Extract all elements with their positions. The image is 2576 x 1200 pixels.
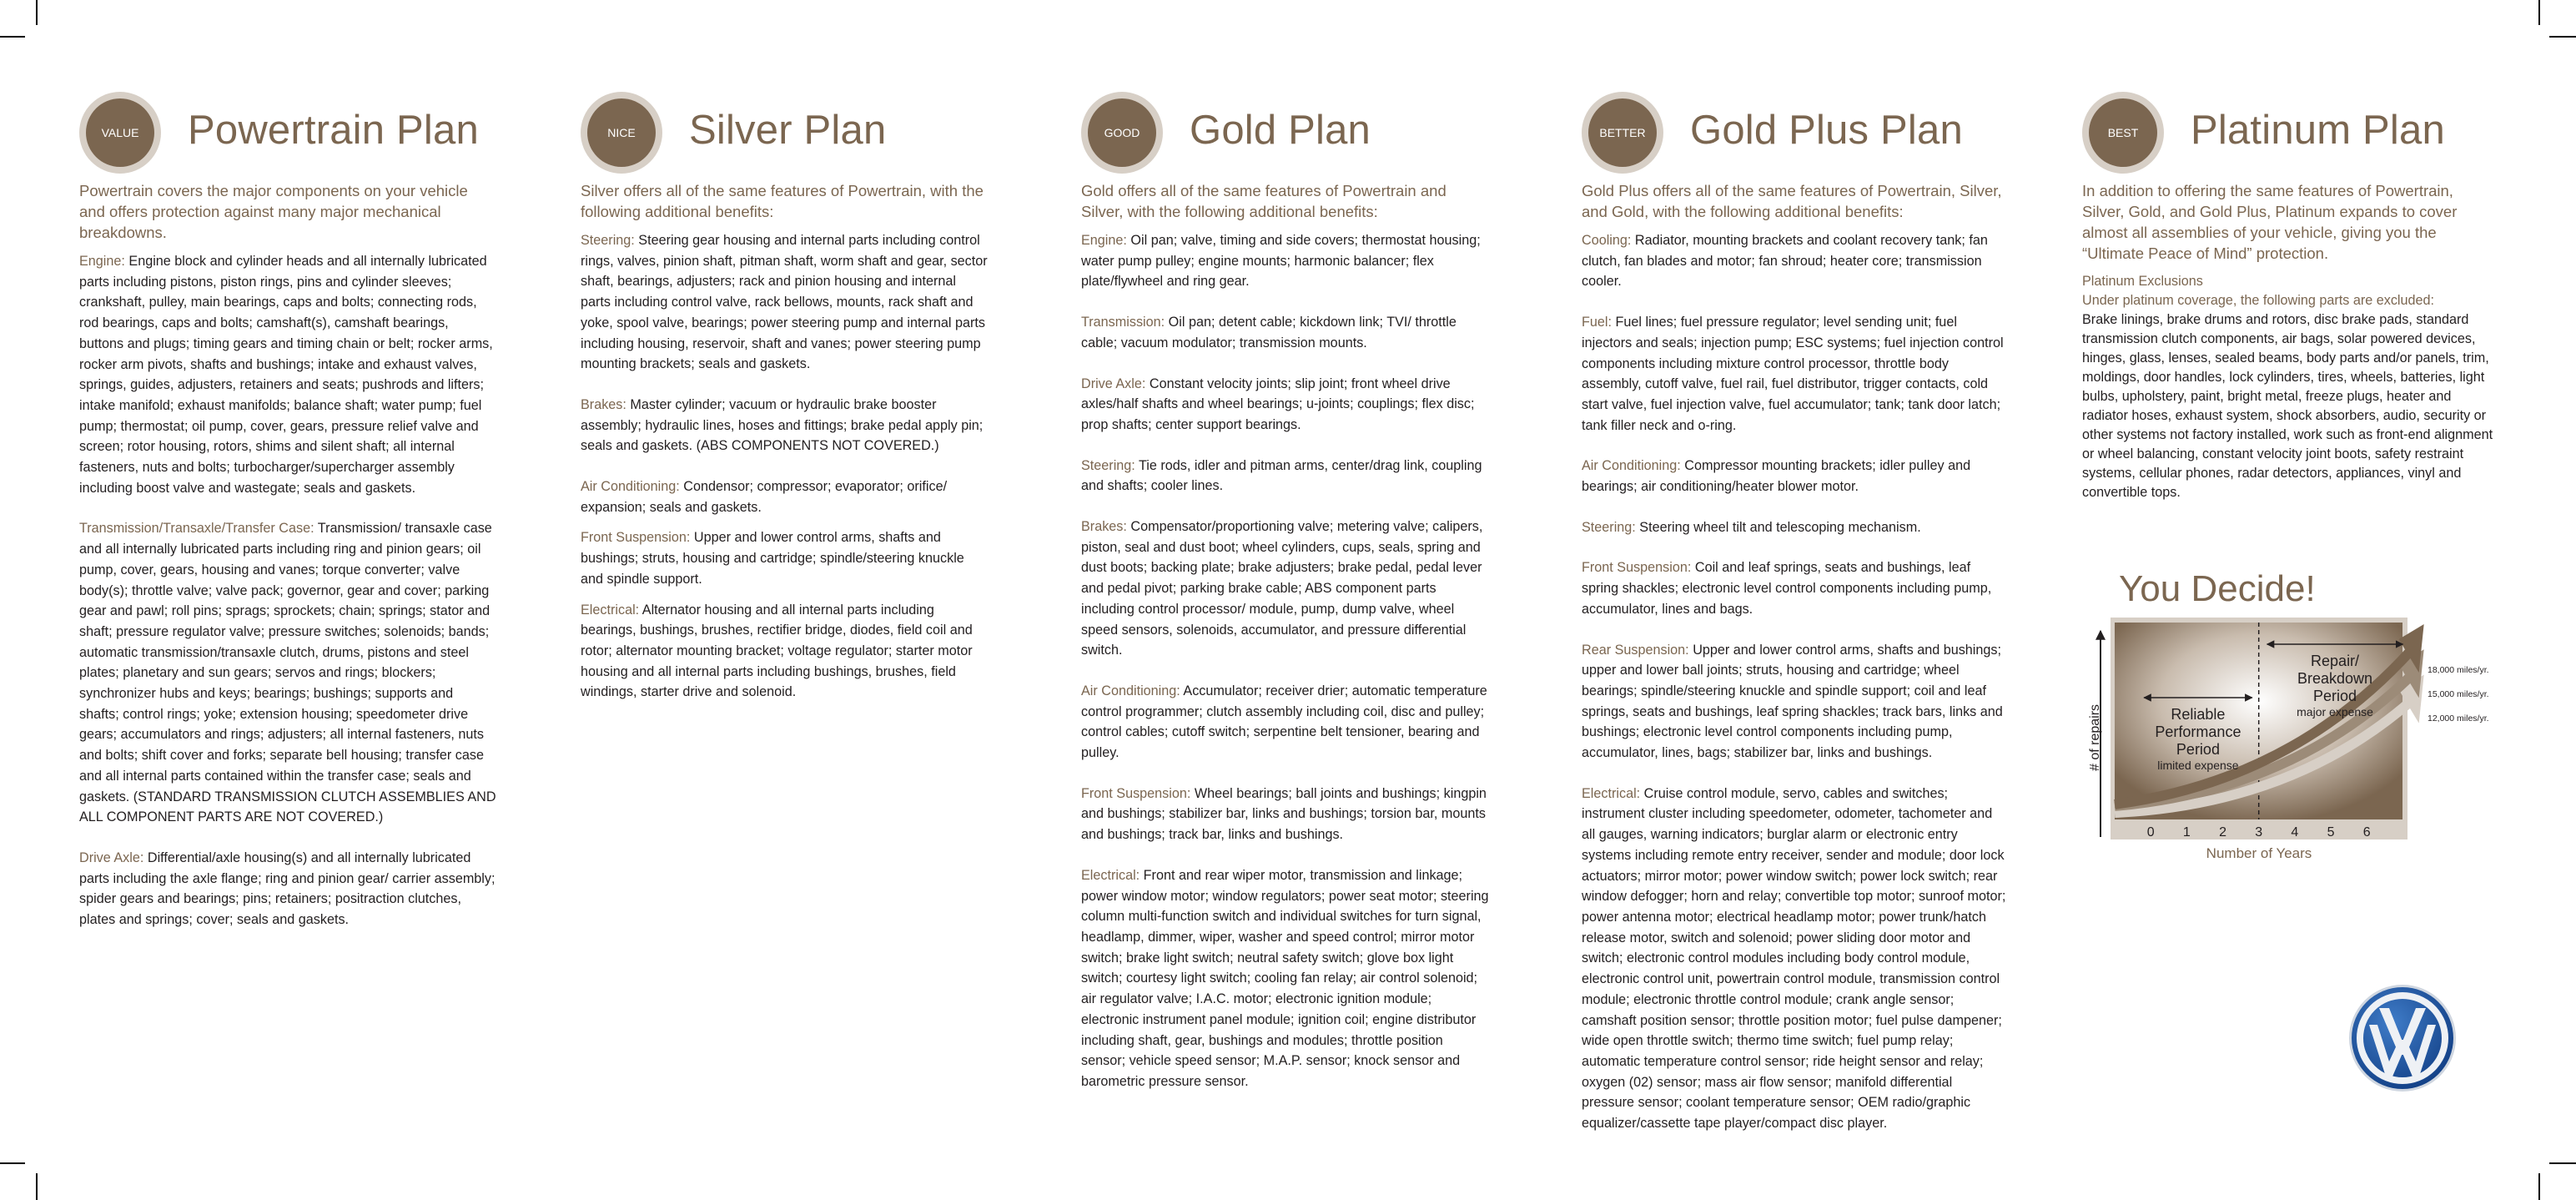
region-note: limited expense [2157,759,2239,772]
coverage-section [1582,517,2007,538]
section-label: Fuel: [1582,315,1612,330]
tier-badge-label: GOOD [1088,98,1156,167]
section-label: Steering: [1582,519,1636,535]
series-label: 18,000 miles/yr. [2428,665,2489,675]
section-text: Steering wheel tilt and telescoping mechanism. [1639,519,1921,535]
section-label: Front Suspension: [1582,560,1692,576]
coverage-section [581,476,989,517]
tier-badge-label: VALUE [86,98,154,167]
section-text: Radiator, mounting brackets and coolant recovery tank; fan clutch, fan blades and motor; fan shroud; heater core; transmission cooler. [1582,233,1988,290]
coverage-section [1582,640,2007,764]
section-text: Transmission/ transaxle case and all internally lubricated parts including ring and pinion gears; oil pump, cover, gears, housing and vanes; torque converter; valve body(s); throttle valve; valve pack; governor, gear and cover; parking gear and pawl; roll pins; sprags; sprockets; chain; springs; stator and shaft; pressure regulator valve; pressure switches; solenoids; bands; automatic transmission/transaxle clutch, drums, pistons and steel plates; planetary and sun gears; servos and rings; blockers; synchronizer hubs and keys; bearings; bushings; supports and shafts; control rings; yoke; extension housing; speedometer drive gears; accumulators and rings; adjusters; all internal fasteners, nuts and bolts; shift cover and forks; separate bell housing; transfer case and all internal parts contained within the transfer case; seals and gaskets. (STANDARD TRANSMISSION CLUTCH ASSEMBLIES AND ALL COMPONENT PARTS ARE NOT COVERED.) [79,521,496,825]
tier-badge [1582,92,1663,174]
coverage-section [1081,784,1490,845]
plan-title: Gold Plus Plan [1690,108,1963,153]
section-label: Engine: [79,254,125,269]
section-text: Compensator/proportioning valve; metering valve; calipers, piston, seal and dust boot; wheel cylinders, cups, seals, spring and dust boots; backing plate; brake adjusters; brake pedal, pedal lever and pedal pivot; parking brake cable; ABS component parts including control processor/ module, pump, dump valve, wheel speed sensors, solenoids, accumulator, and pressure differential switch. [1081,519,1483,658]
x-axis-label: Number of Years [2206,845,2312,861]
tier-badge [581,92,662,174]
coverage-section [1582,312,2007,436]
section-label: Brakes: [581,396,626,412]
x-tick-label: 3 [2255,825,2263,839]
section-text: Alternator housing and all internal parts including bearings, bushings, brushes, rectifier bridge, diodes, field coil and rotor; alternator mounting bracket; voltage regulator; starter motor housing and all internal parts including bushings, brushes, field windings, starter drive and solenoid. [581,602,973,700]
series-label: 12,000 miles/yr. [2428,713,2489,724]
crop-mark [0,1162,25,1164]
coverage-section [1582,230,2007,292]
coverage-section [1081,456,1490,497]
section-label: Rear Suspension: [1582,642,1689,658]
plan-intro: Gold Plus offers all of the same features of Powertrain, Silver, and Gold, with the following additional benefits: [1582,182,2002,220]
coverage-section [581,527,989,589]
crop-mark [2538,1173,2540,1200]
tier-badge [1081,92,1163,174]
coverage-section [1582,456,2007,497]
section-label: Transmission/Transaxle/Transfer Case: [79,521,314,537]
coverage-section [581,230,989,375]
coverage-section [1081,517,1490,661]
plan-column-silver [581,83,989,723]
crop-mark [36,1173,38,1200]
section-label: Transmission: [1081,315,1165,330]
region-label: Performance [2155,724,2241,740]
coverage-section [79,848,496,930]
section-label: Engine: [1081,233,1127,248]
section-text: Engine block and cylinder heads and all internally lubricated parts including pistons, piston rings, pins and cylinder sleeves; crankshaft, pulley, main bearings, caps and bolts; connecting rods, rod bearings, caps and bolts; camshaft(s), camshaft bearings, buttons and plugs; timing gears and timing chain or belt; rocker arms, rocker arm pivots, shafts and bushings; intake and exhaust valves, springs, guides, adjusters, retainers and seats; pushrods and lifters; intake manifold; exhaust manifolds; balance shaft; water pump; fuel pump; thermostat; oil pump, cover, gears, pressure relief valve and screen; rotor housing, rotors, shims and silent shaft; all internal fasteners, nuts and bolts; turbocharger/supercharger assembly including boost valve and wastegate; seals and gaskets. [79,254,493,496]
crop-mark [2549,36,2576,38]
section-text: Fuel lines; fuel pressure regulator; level sending unit; fuel injectors and seals; injection pump; ESC systems; fuel injection control components including mixture control processor, throttle body assembly, cutoff valve, fuel rail, fuel distributor, trigger contacts, cold start valve, fuel injection valve, fuel accumulator; tank; tank door latch; tank filler neck and o-ring. [1582,315,2004,433]
coverage-section [79,251,496,498]
section-text: Steering gear housing and internal parts including control rings, valves, pinion shaft, pitman shaft, worm shaft and gear, sector shaft, bearings, adjusters; rack and pinion housing and internal parts including control valve, rack bellows, mounts, rack shaft and yoke, spool valve, bearings; power steering pump and internal parts including housing, reservoir, shaft and vanes; power steering pump mounting brackets; seals and gaskets. [581,233,988,372]
plan-column-gold [1081,83,1490,1112]
region-label: Breakdown [2297,670,2373,687]
plan-column-powertrain [79,83,496,950]
section-label: Front Suspension: [1081,785,1191,801]
plan-column-platinum [2082,83,2499,502]
section-label: Drive Axle: [1081,376,1146,391]
coverage-section [581,600,989,703]
plan-header [1081,83,1490,175]
vw-logo-icon [2347,983,2458,1093]
x-tick-label: 4 [2291,825,2299,839]
section-text: Accumulator; receiver drier; automatic temperature control programmer; clutch assembly including coil, disc and pulley; control cables; cutoff switch; serpentine belt tensioner, bearing and pulley. [1081,683,1487,761]
section-text: Upper and lower control arms, shafts and bushings; struts, housing and cartridge; spindle/steering knuckle and spindle support. [581,530,964,587]
section-label: Air Conditioning: [581,479,680,495]
x-tick-label: 5 [2327,825,2335,839]
crop-mark [2549,1162,2576,1164]
coverage-section [581,395,989,456]
section-label: Brakes: [1081,519,1127,535]
section-text: Front and rear wiper motor, transmission and linkage; power window motor; window regulators; power seat motor; steering column multi-function switch and individual switches for turn signal, headlamp, dimmer, wiper, washer and speed control; mirror motor switch; brake light switch; neutral safety switch; glove box light switch; courtesy light switch; cooling fan relay; air control solenoid; air regulator valve; I.A.C. motor; electronic ignition module; electronic instrument panel module; ignition coil; engine distributor including shaft, gear, bushings and modules; throttle position sensor; vehicle speed sensor; M.A.P. sensor; knock sensor and barometric pressure sensor. [1081,867,1489,1089]
section-text: Oil pan; valve, timing and side covers; thermostat housing; water pump pulley; engine mounts; harmonic balancer; flex plate/flywheel and ring gear. [1081,233,1481,290]
exclusions-text: Brake linings, brake drums and rotors, disc brake pads, standard transmission clutch components, air bags, solar powered devices, hinges, glass, lenses, sealed beams, body parts and/or panels, trim, moldings, door handles, lock cylinders, tires, wheels, batteries, light bulbs, upholstery, paint, bright metal, freeze plugs, heater and radiator hoses, exhaust system, shock absorbers, audio, security or other systems not factory installed, work such as front-end alignment or wheel balancing, constant velocity joint boots, safety restraint systems, cellular phones, radar detectors, appliances, vinyl and convertible tops. [2082,312,2493,500]
region-label: Repair/ [2311,653,2360,669]
chart-svg [2085,559,2519,868]
plan-title: Gold Plan [1190,108,1371,153]
coverage-section [1081,681,1490,764]
section-text: Differential/axle housing(s) and all internally lubricated parts including the axle flange; ring and pinion gear/ carrier assembly; spider gears and bearings; pins; retainers; positraction clutches, plates and springs; cover; seals and gaskets. [79,850,496,928]
plan-header [2082,83,2499,175]
coverage-section [1081,865,1490,1092]
section-label: Air Conditioning: [1582,458,1681,474]
plan-column-gold-plus [1582,83,2007,1154]
tier-badge-label: BEST [2089,98,2157,167]
section-label: Steering: [1081,457,1135,473]
section-label: Cooling: [1582,233,1632,248]
vw-logo [2347,983,2458,1093]
section-label: Air Conditioning: [1081,683,1180,698]
region-label: Reliable [2171,706,2226,723]
section-text: Upper and lower control arms, shafts and bushings; upper and lower ball joints; struts, housing and cartridge; wheel bearings; spindle/steering knuckle and spindle support; coil and leaf springs, seats and bushings, leaf spring shackles; track bars, links and bushings; electronic level control components including pump, accumulator, lines, bags; stabilizer bar, links and bushings. [1582,642,2003,761]
x-tick-label: 1 [2182,825,2191,839]
plan-intro: In addition to offering the same features of Powertrain, Silver, Gold, and Gold Plus, Platinum expands to cover almost all assemblies of your vehicle, giving you the “Ultimate Peace of Mind” protection. [2082,182,2458,262]
plan-intro: Gold offers all of the same features of Powertrain and Silver, with the following additional benefits: [1081,182,1446,220]
region-label: Period [2176,741,2220,758]
coverage-section [1582,557,2007,619]
section-text: Compressor mounting brackets; idler pulley and bearings; air conditioning/heater blower motor. [1582,458,1971,495]
section-text: Master cylinder; vacuum or hydraulic brake booster assembly; hydraulic lines, hoses and fittings; brake pedal apply pin; seals and gaskets. (ABS COMPONENTS NOT COVERED.) [581,396,984,454]
coverage-section [1081,230,1490,292]
plan-title: Silver Plan [689,108,887,153]
coverage-section [1081,312,1490,353]
x-tick-label: 2 [2219,825,2226,839]
section-text: Tie rods, idler and pitman arms, center/drag link, coupling and shafts; cooler lines. [1081,457,1482,494]
plan-intro: Silver offers all of the same features of Powertrain, with the following additional benefits: [581,182,984,220]
series-label: 15,000 miles/yr. [2428,689,2489,699]
coverage-section [79,518,496,828]
section-label: Steering: [581,233,635,248]
section-label: Drive Axle: [79,850,144,865]
section-label: Electrical: [1582,785,1641,801]
crop-mark [36,0,38,25]
section-text: Wheel bearings; ball joints and bushings; kingpin and bushings; stabilizer bar, links and bushings; torsion bar, mounts and bushings; track bar, links and bushings. [1081,785,1487,843]
plan-header [79,83,496,175]
region-label: Period [2313,688,2357,704]
plan-header [581,83,989,175]
tier-badge [2082,92,2164,174]
chart-title: You Decide! [2119,568,2316,609]
exclusions-intro: Under platinum coverage, the following parts are excluded: [2082,293,2435,308]
coverage-section [1582,784,2007,1134]
y-axis-label: # of repairs [2088,703,2102,771]
section-text: Cruise control module, servo, cables and switches; instrument cluster including speedometer, odometer, tachometer and all gauges, warning indicators; burglar alarm or electronic entry systems including remote entry receiver, sender and module; door lock actuators; mirror motor; power window switch; power lock switch; rear window defogger; horn and relay; convertible top motor; sunroof motor; power antenna motor; electrical headlamp motor; power trunk/hatch release motor, switch and solenoid; power sliding door motor and switch; electronic control modules including body control module, electronic control unit, powertrain control module, transmission control module; electronic throttle control module; crank angle sensor; camshaft position sensor; throttle position motor; fuel pulse dampener; wide open throttle switch; thermo time switch; fuel pump relay; automatic temperature control sensor; ride height sensor and relay; oxygen (02) sensor; mass air flow sensor; manifold differential pressure sensor; coolant temperature sensor; OEM radio/graphic equalizer/cassette tape player/compact disc player. [1582,785,2006,1132]
section-text: Constant velocity joints; slip joint; front wheel drive axles/half shafts and wheel bearings; u-joints; couplings; flex disc; prop shafts; center support bearings. [1081,376,1475,432]
section-text: Oil pan; detent cable; kickdown link; TVI/ throttle cable; vacuum modulator; transmission mounts. [1081,315,1457,350]
plan-intro: Powertrain covers the major components on your vehicle and offers protection against many major mechanical breakdowns. [79,182,468,241]
plan-header [1582,83,2007,175]
section-label: Electrical: [1081,867,1140,883]
tier-badge [79,92,161,174]
x-tick-label: 0 [2146,825,2155,839]
x-tick-label: 6 [2362,825,2371,839]
section-text: Coil and leaf springs, seats and bushings, leaf spring shackles; electronic level control components including pump, accumulator, lines and bags. [1582,560,1992,617]
crop-mark [0,36,25,38]
plan-title: Platinum Plan [2191,108,2445,153]
exclusions-title: Platinum Exclusions [2082,274,2203,289]
region-note: major expense [2297,705,2373,718]
section-label: Front Suspension: [581,530,691,546]
coverage-section [1081,374,1490,436]
crop-mark [2538,0,2540,25]
section-text: Condensor; compressor; evaporator; orifice/ expansion; seals and gaskets. [581,479,948,515]
tier-badge-label: NICE [587,98,656,167]
section-label: Electrical: [581,602,640,618]
tier-badge-label: BETTER [1588,98,1657,167]
plan-title: Powertrain Plan [188,108,479,153]
you-decide-chart [2085,559,2519,868]
